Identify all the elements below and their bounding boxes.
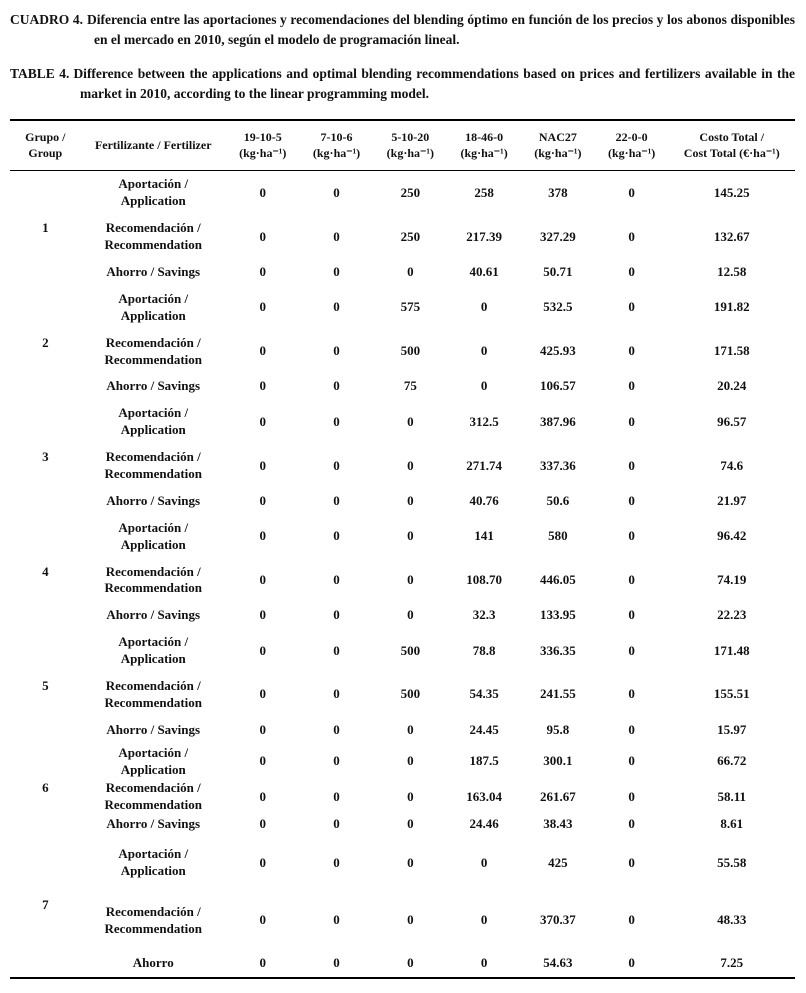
table-header-row [10, 120, 795, 171]
row-label: Recomendación / Recommendation [104, 449, 202, 481]
value-cell: 0 [628, 528, 635, 544]
value-cell: 0 [333, 686, 340, 702]
value-cell: 0 [259, 413, 266, 429]
header-line: (kg·ha⁻¹) [534, 146, 582, 161]
group-number: 7 [42, 896, 49, 912]
value-cell: 532.5 [543, 299, 573, 315]
value-cell: 425.93 [540, 343, 576, 359]
header-line: Costo Total / [699, 130, 765, 144]
value-cell: 0 [259, 788, 266, 804]
value-cell: 0 [333, 184, 340, 200]
value-cell: 96.57 [717, 413, 747, 429]
value-cell: 0 [333, 854, 340, 870]
value-cell: 0 [628, 263, 635, 279]
header-line: (kg·ha⁻¹) [386, 146, 434, 161]
value-cell: 15.97 [717, 721, 747, 737]
row-label: Ahorro / Savings [106, 816, 201, 832]
value-cell: 0 [259, 299, 266, 315]
row-label: Ahorro / Savings [106, 492, 201, 508]
header-cell-7-10-6 [300, 120, 374, 171]
value-cell: 24.45 [469, 721, 499, 737]
value-cell: 0 [333, 378, 340, 394]
row-label: Recomendación / Recommendation [104, 220, 202, 253]
value-cell: 0 [628, 788, 635, 804]
header-line: Fertilizante / Fertilizer [94, 138, 212, 153]
value-cell: 40.76 [469, 492, 499, 508]
row-label: Aportación / Application [118, 176, 189, 209]
value-cell: 0 [333, 492, 340, 508]
value-cell: 336.35 [540, 642, 576, 658]
value-cell: 0 [407, 571, 414, 587]
value-cell: 0 [333, 753, 340, 769]
table-row [10, 815, 795, 834]
table-row [10, 488, 795, 515]
value-cell: 0 [259, 816, 266, 832]
value-cell: 0 [628, 571, 635, 587]
value-cell: 32.3 [472, 607, 496, 623]
value-cell: 0 [407, 954, 414, 970]
value-cell: 0 [407, 457, 414, 473]
value-cell: 337.36 [540, 457, 576, 473]
header-cell-fertilizante [81, 120, 226, 171]
value-cell: 74.6 [720, 457, 744, 473]
value-cell: 0 [259, 854, 266, 870]
value-cell: 21.97 [717, 492, 747, 508]
table-row [10, 286, 795, 330]
value-cell: 0 [333, 263, 340, 279]
row-label: Aportación / Application [118, 744, 189, 777]
value-cell: 0 [628, 912, 635, 928]
value-cell: 0 [259, 571, 266, 587]
header-cell-18-46-0 [447, 120, 521, 171]
value-cell: 55.58 [717, 854, 747, 870]
value-cell: 155.51 [713, 686, 750, 702]
value-cell: 378 [548, 184, 568, 200]
row-label: Aportación / Application [118, 634, 189, 667]
value-cell: 0 [628, 721, 635, 737]
value-cell: 48.33 [717, 912, 747, 928]
value-cell: 24.46 [469, 816, 499, 832]
value-cell: 327.29 [540, 228, 576, 244]
value-cell: 241.55 [540, 686, 576, 702]
header-cell-19-10-5 [226, 120, 300, 171]
value-cell: 0 [628, 686, 635, 702]
value-cell: 0 [333, 413, 340, 429]
value-cell: 54.63 [543, 954, 573, 970]
header-line: NAC27 [538, 130, 577, 144]
value-cell: 0 [628, 228, 635, 244]
value-cell: 0 [333, 816, 340, 832]
value-cell: 7.25 [720, 954, 744, 970]
value-cell: 20.24 [717, 378, 747, 394]
value-cell: 0 [259, 954, 266, 970]
value-cell: 0 [259, 263, 266, 279]
value-cell: 0 [628, 607, 635, 623]
row-label: Ahorro / Savings [106, 263, 201, 279]
caption-english-label: TABLE 4. [10, 65, 70, 81]
caption-english-text: Difference between the applications and optimal blending recommendations based on prices and fertilizers available in the market in 2010, according to the linear programming model. [73, 65, 796, 101]
value-cell: 370.37 [540, 912, 576, 928]
value-cell: 108.70 [466, 571, 502, 587]
header-line: (kg·ha⁻¹) [312, 146, 361, 161]
row-label: Recomendación / Recommendation [104, 563, 202, 596]
group-number: 2 [42, 334, 49, 350]
value-cell: 0 [259, 528, 266, 544]
value-cell: 0 [628, 457, 635, 473]
value-cell: 0 [333, 642, 340, 658]
value-cell: 106.57 [540, 378, 576, 394]
value-cell: 0 [259, 686, 266, 702]
value-cell: 446.05 [540, 571, 576, 587]
caption-spanish [10, 10, 795, 51]
table-row [10, 673, 795, 717]
header-cell-grupo [10, 120, 81, 171]
value-cell: 0 [333, 571, 340, 587]
group-number: 3 [42, 449, 49, 465]
value-cell: 0 [407, 721, 414, 737]
value-cell: 425 [548, 854, 568, 870]
value-cell: 38.43 [543, 816, 573, 832]
header-line: 5-10-20 [391, 130, 430, 144]
table-row [10, 215, 795, 259]
value-cell: 191.82 [713, 299, 750, 315]
value-cell: 0 [628, 854, 635, 870]
header-cell-5-10-20 [373, 120, 447, 171]
value-cell: 163.04 [466, 788, 502, 804]
value-cell: 132.67 [713, 228, 750, 244]
value-cell: 66.72 [717, 753, 747, 769]
value-cell: 0 [333, 954, 340, 970]
group-number: 6 [42, 780, 49, 796]
header-line: 18-46-0 [465, 130, 504, 144]
value-cell: 580 [548, 528, 568, 544]
header-line: 19-10-5 [243, 130, 282, 144]
row-label: Ahorro / Savings [106, 607, 201, 623]
value-cell: 0 [259, 457, 266, 473]
value-cell: 187.5 [469, 753, 499, 769]
row-label: Aportación / Application [118, 405, 189, 438]
value-cell: 0 [259, 492, 266, 508]
header-cell-nac27 [521, 120, 595, 171]
value-cell: 0 [480, 378, 488, 394]
value-cell: 133.95 [540, 607, 576, 623]
value-cell: 0 [407, 816, 414, 832]
value-cell: 0 [259, 607, 266, 623]
table-row [10, 892, 795, 950]
value-cell: 0 [628, 343, 635, 359]
value-cell: 0 [259, 343, 266, 359]
value-cell: 271.74 [466, 457, 502, 473]
row-label: Recomendación / Recommendation [104, 903, 202, 936]
group-number: 1 [42, 220, 49, 236]
value-cell: 500 [400, 686, 421, 702]
table-row [10, 602, 795, 629]
value-cell: 500 [400, 642, 421, 658]
table-row [10, 559, 795, 603]
header-line: (kg·ha⁻¹) [608, 146, 656, 161]
value-cell: 0 [333, 457, 340, 473]
value-cell: 0 [333, 299, 340, 315]
value-cell: 0 [333, 343, 340, 359]
row-label: Aportación / Application [118, 846, 189, 878]
value-cell: 0 [259, 721, 266, 737]
value-cell: 8.61 [720, 816, 744, 832]
value-cell: 0 [628, 492, 635, 508]
row-label: Recomendación / Recommendation [104, 780, 202, 813]
value-cell: 300.1 [543, 753, 573, 769]
value-cell: 217.39 [466, 228, 502, 244]
value-cell: 0 [407, 263, 414, 279]
value-cell: 95.8 [546, 721, 570, 737]
value-cell: 75 [403, 378, 417, 394]
value-cell: 0 [333, 607, 340, 623]
value-cell: 500 [400, 343, 421, 359]
header-line: 22-0-0 [615, 130, 648, 144]
value-cell: 0 [407, 912, 414, 928]
value-cell: 0 [333, 528, 340, 544]
value-cell: 387.96 [540, 413, 576, 429]
value-cell: 0 [480, 854, 488, 870]
value-cell: 40.61 [469, 263, 499, 279]
value-cell: 0 [259, 642, 266, 658]
row-label: Ahorro [132, 954, 174, 970]
row-label: Ahorro / Savings [106, 378, 201, 394]
table-row [10, 171, 795, 215]
value-cell: 0 [628, 816, 635, 832]
value-cell: 0 [628, 184, 635, 200]
header-line: Grupo / [25, 130, 66, 144]
table-row [10, 629, 795, 673]
value-cell: 0 [480, 343, 488, 359]
value-cell: 0 [333, 721, 340, 737]
caption-spanish-label: CUADRO 4. [10, 12, 83, 27]
table-row [10, 259, 795, 286]
value-cell: 0 [628, 299, 635, 315]
value-cell: 50.6 [546, 492, 570, 508]
table-row [10, 444, 795, 488]
value-cell: 12.58 [717, 263, 747, 279]
header-line: Group [28, 146, 63, 161]
header-line: (kg·ha⁻¹) [460, 146, 508, 161]
value-cell: 312.5 [469, 413, 499, 429]
value-cell: 0 [259, 378, 266, 394]
caption-spanish-text: Diferencia entre las aportaciones y recomendaciones del blending óptimo en función de los precios y los abonos disponibles en el mercado en 2010, según el modelo de programación lineal. [86, 12, 795, 48]
value-cell: 0 [628, 642, 635, 658]
group-number: 4 [42, 563, 49, 579]
value-cell: 74.19 [717, 571, 747, 587]
value-cell: 145.25 [713, 184, 750, 200]
value-cell: 22.23 [717, 607, 747, 623]
value-cell: 0 [407, 607, 414, 623]
table-row [10, 744, 795, 780]
value-cell: 261.67 [540, 788, 576, 804]
value-cell: 0 [628, 753, 635, 769]
header-cell-22-0-0 [595, 120, 669, 171]
caption-english [10, 64, 795, 105]
value-cell: 0 [333, 228, 340, 244]
value-cell: 0 [259, 184, 266, 200]
value-cell: 0 [480, 954, 488, 970]
value-cell: 250 [400, 228, 421, 244]
value-cell: 141 [474, 528, 494, 544]
header-cell-costo-total [669, 120, 795, 171]
value-cell: 0 [407, 854, 414, 870]
row-label: Aportación / Application [118, 519, 189, 552]
value-cell: 0 [407, 753, 414, 769]
table-body [10, 171, 795, 978]
value-cell: 0 [259, 912, 266, 928]
value-cell: 0 [480, 912, 488, 928]
value-cell: 0 [333, 788, 340, 804]
value-cell: 0 [407, 492, 414, 508]
header-line: (kg·ha⁻¹) [239, 146, 287, 161]
row-label: Ahorro / Savings [106, 721, 201, 737]
header-line: Cost Total (€·ha⁻¹) [683, 146, 780, 161]
value-cell: 0 [333, 912, 340, 928]
value-cell: 0 [628, 413, 635, 429]
value-cell: 54.35 [469, 686, 499, 702]
table-row [10, 400, 795, 444]
value-cell: 96.42 [717, 528, 747, 544]
table-row [10, 330, 795, 374]
row-label: Recomendación / Recommendation [104, 334, 202, 367]
value-cell: 0 [259, 753, 266, 769]
value-cell: 50.71 [543, 263, 573, 279]
value-cell: 575 [400, 299, 421, 315]
header-line: 7-10-6 [320, 130, 353, 144]
value-cell: 0 [628, 954, 635, 970]
results-table [10, 119, 795, 979]
table-row [10, 779, 795, 815]
value-cell: 0 [259, 228, 266, 244]
value-cell: 0 [407, 413, 414, 429]
value-cell: 58.11 [717, 788, 747, 804]
row-label: Recomendación / Recommendation [104, 677, 202, 710]
table-row [10, 373, 795, 400]
value-cell: 0 [628, 378, 635, 394]
table-row [10, 515, 795, 559]
value-cell: 0 [407, 788, 414, 804]
group-number: 5 [42, 677, 49, 693]
row-label: Aportación / Application [118, 290, 189, 323]
value-cell: 250 [400, 184, 421, 200]
table-row [10, 717, 795, 744]
value-cell: 171.48 [713, 642, 750, 658]
table-row [10, 950, 795, 978]
value-cell: 0 [407, 528, 414, 544]
table-row [10, 834, 795, 892]
value-cell: 0 [480, 299, 488, 315]
value-cell: 171.58 [713, 343, 750, 359]
value-cell: 258 [474, 184, 494, 200]
value-cell: 78.8 [472, 642, 496, 658]
